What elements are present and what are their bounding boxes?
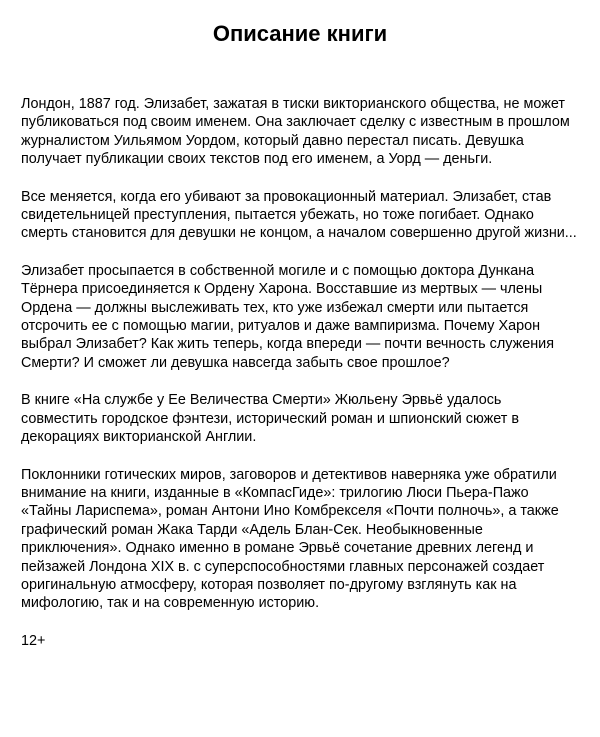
- paragraph-4: В книге «На службе у Ее Величества Смерти» Жюльену Эрвьё удалось совместить городское фэнтези, исторический роман и шпионский сюжет в декорациях викторианской Англии.: [21, 392, 519, 446]
- paragraph-5: Поклонники готических миров, заговоров и детективов наверняка уже обратили внимание на книги, изданные в «КомпасГиде»: трилогию Люси Пьера-Пажо «Тайны Лариспема», роман Антони Ино Комбрекселя «Почти полночь», а также графический роман Жака Тарди «Адель Блан-Сек. Необыкновенные приключения». Однако именно в романе Эрвьё сочетание древних легенд и пейзажей Лондона XIX в. с суперспособностями главных персонажей создает оригинальную атмосферу, которая позволяет по-другому взглянуть как на мифологию, так и на современную историю.: [21, 466, 559, 612]
- paragraph-1: Лондон, 1887 год. Элизабет, зажатая в тиски викторианского общества, не может публиковаться под своим именем. Она заключает сделку с известным в прошлом журналистом Уильямом Уордом, который давно перестал писать. Девушка получает публикации своих текстов под его именем, а Уорд — деньги.: [21, 96, 570, 168]
- age-rating: 12+: [21, 632, 46, 649]
- paragraph-3: Элизабет просыпается в собственной могиле и с помощью доктора Дункана Тёрнера присоединяется к Ордену Харона. Восставшие из мертвых — члены Ордена — должны выслеживать тех, кто уже избежал смерти или пытается отсрочить ее с помощью магии, ритуалов и даже вампиризма. Почему Харон выбрал Элизабет? Как жить теперь, когда впереди — почти вечность служения Смерти? И сможет ли девушка навсегда забыть свое прошлое?: [21, 262, 555, 371]
- paragraph-2: Все меняется, когда его убивают за провокационный материал. Элизабет, став свидетельницей преступления, пытается убежать, но тоже погибает. Однако смерть становится для девушки не концом, а началом совершенно другой жизни...: [21, 188, 577, 242]
- page-title: Описание книги: [212, 21, 388, 46]
- description-body: [21, 95, 581, 650]
